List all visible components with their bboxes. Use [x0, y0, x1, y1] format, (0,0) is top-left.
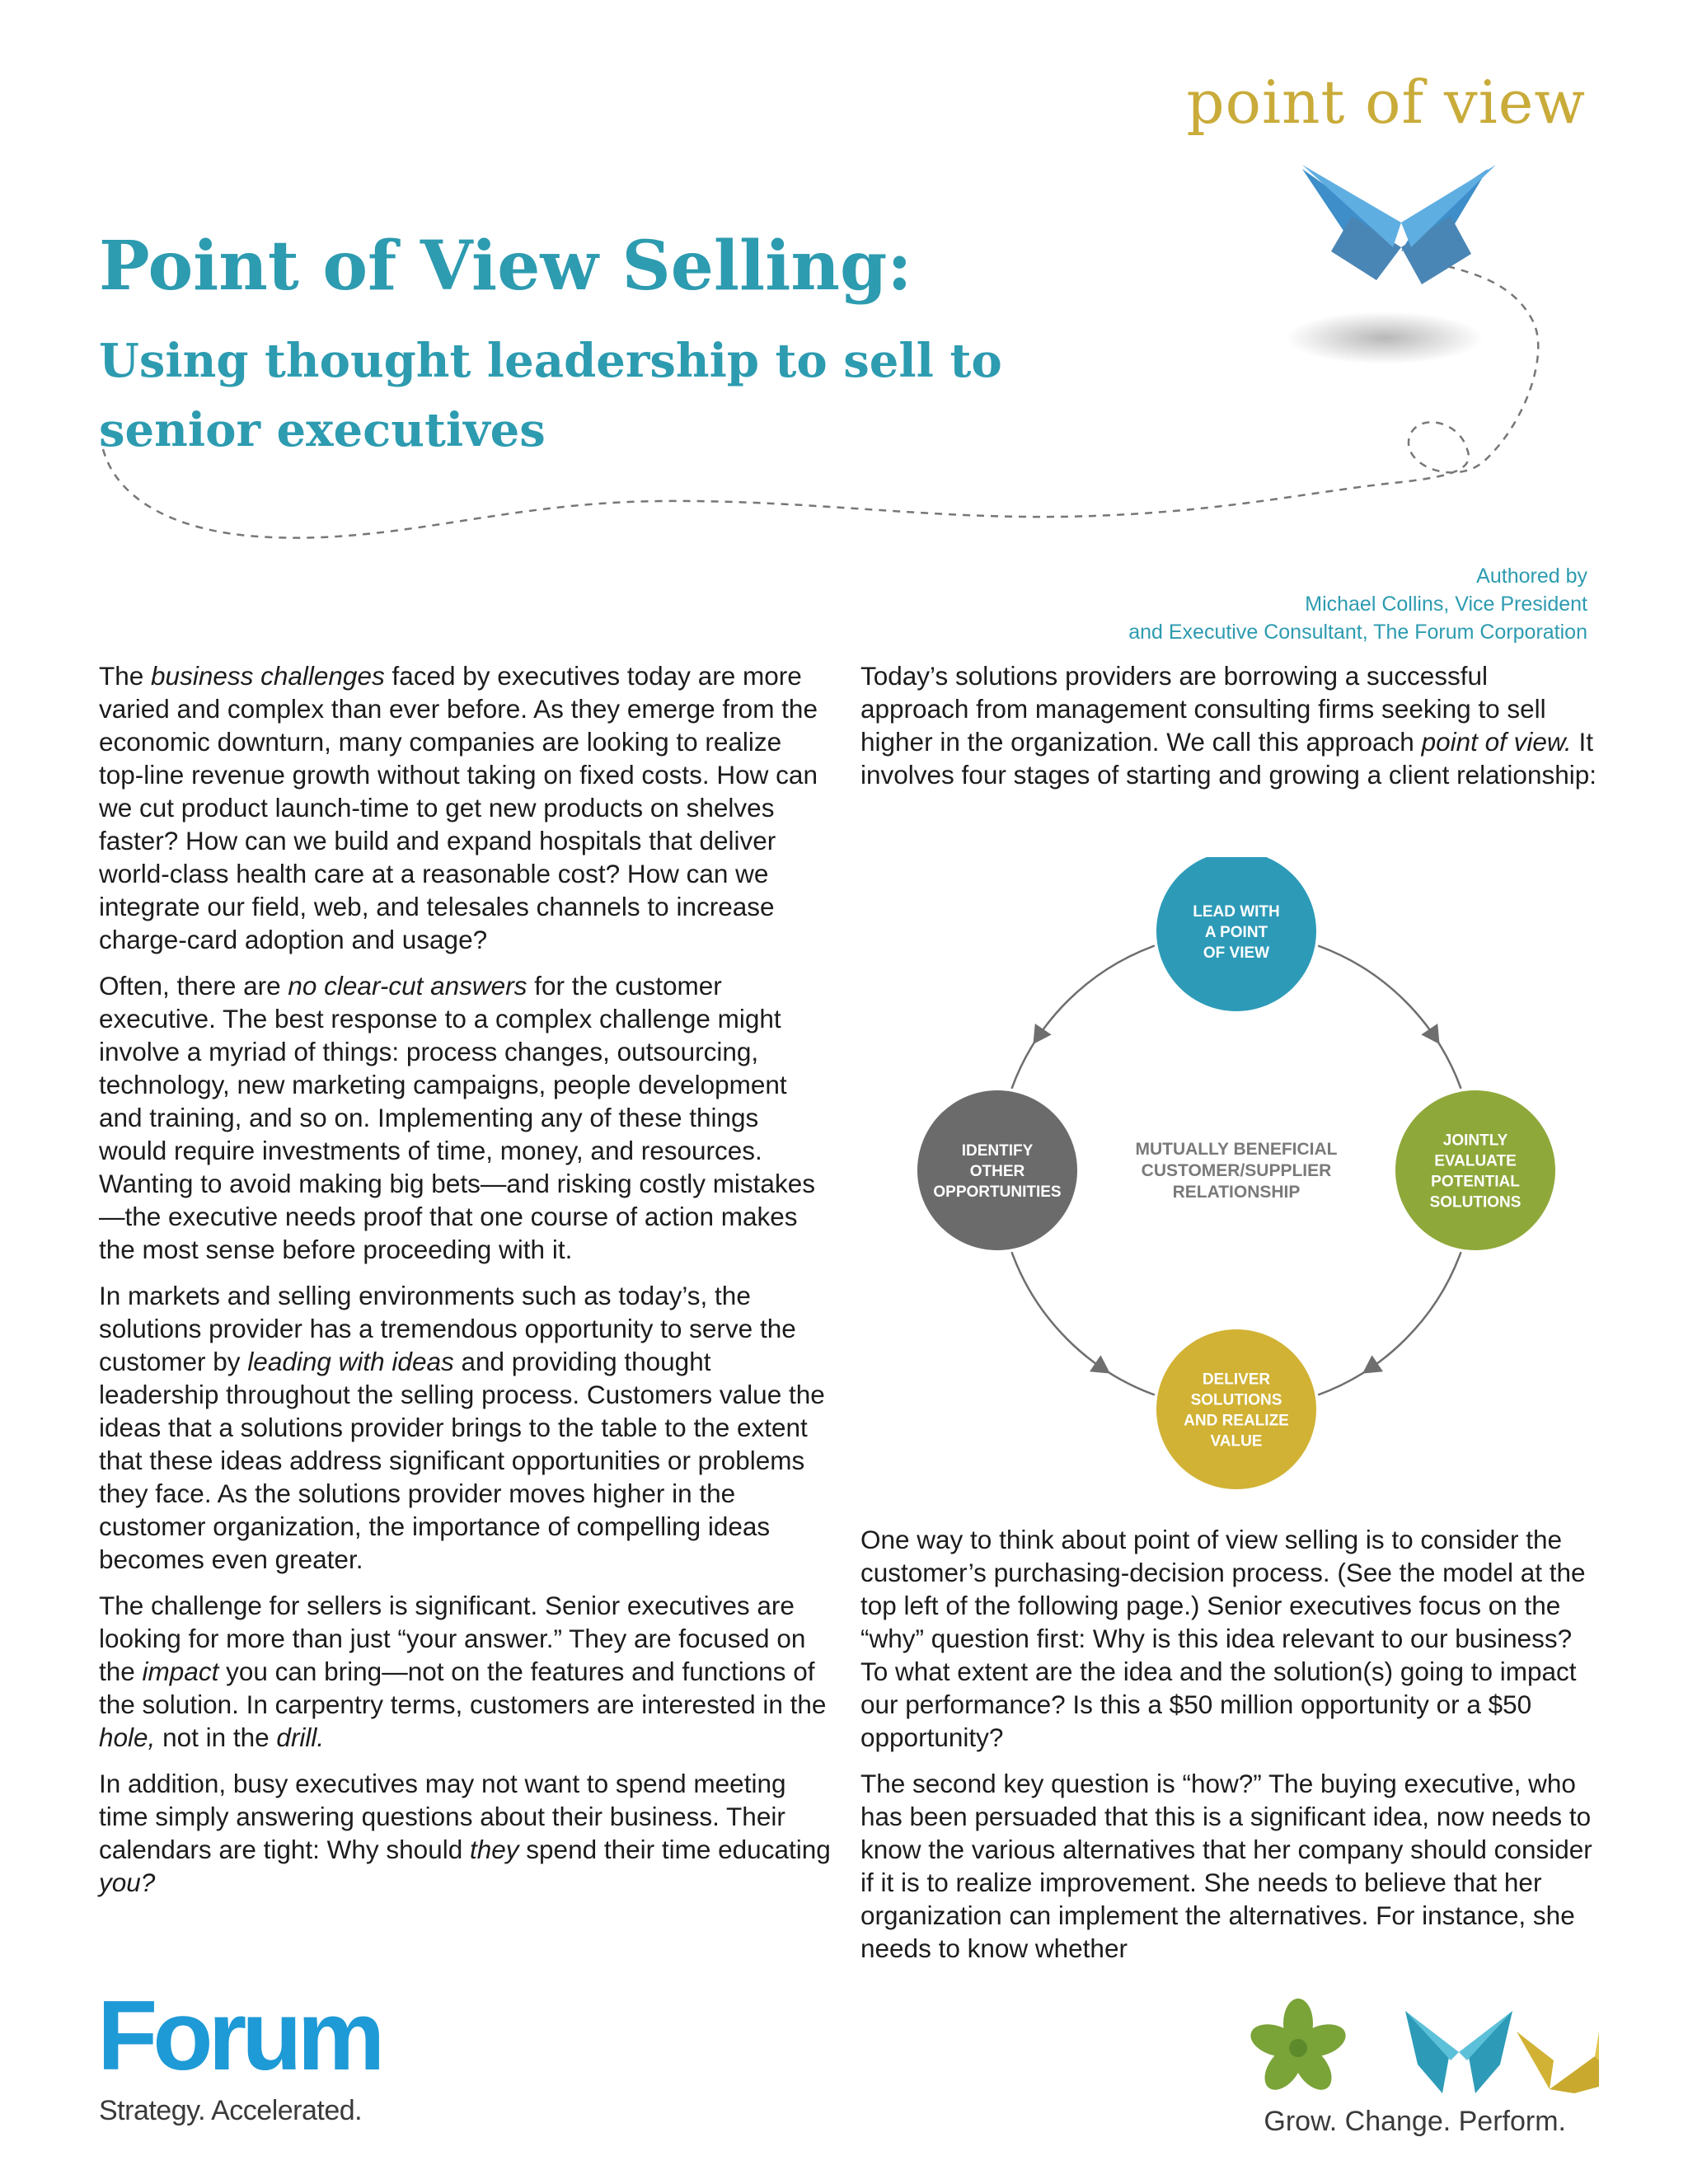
paragraph: The second key question is “how?” The buying executive, who has been persuaded that this is a significant idea, now needs to know the various alternatives that her company should consider if it is to realize improvement. She needs to believe that her organization can implement the alternatives. For instance, she needs to know whether [860, 1769, 1592, 1963]
node-label: OTHER [969, 1163, 1025, 1180]
section-kicker: point of view [1186, 68, 1586, 137]
cycle-diagram [907, 857, 1566, 1500]
paragraph: In addition, busy executives may not want to spend meeting time simply answering questions about their business. Their calendars are tight: Why should they spend their time educating you? [99, 1769, 831, 1897]
logo-tagline: Strategy. Accelerated. [99, 2095, 363, 2126]
arrowhead [1421, 1024, 1439, 1044]
center-label-line: CUSTOMER/SUPPLIER [1141, 1161, 1332, 1180]
butterfly-shadow [1286, 312, 1484, 364]
node-label: OPPORTUNITIES [933, 1183, 1062, 1201]
cycle-node-left [917, 1090, 1077, 1250]
paragraph: The business challenges faced by executives today are more varied and complex than ever before. As they emerge from the economic downturn, many companies are looking to realize top-line revenue growth without taking on fixed costs. How can we cut product launch-time to get new products on shelves faster? How can we build and expand hospitals that deliver world-class health care at a reasonable cost? How can we integrate our field, web, and telesales channels to increase charge-card adoption and usage? [99, 661, 818, 954]
arrowhead [1362, 1355, 1383, 1373]
node-label: AND REALIZE [1184, 1412, 1289, 1430]
center-label [1135, 1140, 1337, 1202]
paragraph: Today’s solutions providers are borrowing a successful approach from management consulting firms seeking to sell higher in the organization. We call this approach point of view. It involves four stages of starting and growing a client relationship: [860, 661, 1597, 790]
page-title: Point of View Selling: [99, 227, 912, 306]
cycle-node-top [1156, 857, 1316, 1011]
node-label: LEAD WITH [1193, 903, 1280, 921]
page-subtitle: Using thought leadership to sell to senior executives [99, 334, 1002, 457]
node-circle [1395, 1090, 1555, 1250]
butterfly-icon [1405, 2011, 1512, 2093]
paragraph: In markets and selling environments such as today’s, the solutions provider has a tremendous opportunity to serve the customer by leading with ideas and providing thought leadership throughout the selling process. Customers value the ideas that a solutions provider brings to the table to the extent that these ideas address significant opportunities or problems they face. As the solutions provider moves higher in the customer organization, the importance of compelling ideas becomes even greater. [99, 1281, 825, 1574]
byline-organization: and Executive Consultant, The Forum Corporation [1128, 621, 1587, 644]
paper-crane-icon [1517, 2007, 1599, 2093]
cycle-node-bottom [1156, 1329, 1316, 1489]
paragraph: One way to think about point of view selling is to consider the customer’s purchasing-decision process. (See the model at the top left of the following page.) Senior executives focus on the “why” question first: Why is this idea relevant to our business? To what extent are the idea and the solution(s) going to impact our performance? Is this a $50 million opportunity or a $50 opportunity? [860, 1525, 1586, 1752]
byline-label: Authored by [1476, 565, 1587, 588]
butterfly-icon [1302, 165, 1496, 284]
cycle-arc [1011, 1252, 1154, 1394]
node-label: POTENTIAL [1431, 1173, 1520, 1191]
node-circle [1156, 1329, 1316, 1489]
cycle-arc [1318, 945, 1461, 1088]
node-label: DELIVER [1202, 1371, 1271, 1389]
center-label-line: RELATIONSHIP [1172, 1183, 1301, 1202]
footer-icons [1236, 1994, 1599, 2102]
left-column [99, 659, 832, 1912]
cycle-arc [1011, 945, 1154, 1088]
byline-author: Michael Collins, Vice President [1305, 593, 1587, 616]
paragraph: The challenge for sellers is significant. Senior executives are looking for more than just “your answer.” They are focused on the impact you can bring—not on the features and functions of the solution. In carpentry terms, customers are interested in the hole, not in the drill. [99, 1591, 827, 1752]
forum-logo: Forum [97, 1980, 381, 2091]
flower-icon [1246, 1999, 1349, 2097]
cycle-node-right [1395, 1090, 1555, 1250]
footer-tagline: Grow. Change. Perform. [1264, 2106, 1566, 2137]
arrowhead [1033, 1024, 1051, 1044]
node-label: VALUE [1210, 1432, 1263, 1451]
center-label-line: MUTUALLY BENEFICIAL [1135, 1140, 1338, 1159]
paragraph: Often, there are no clear-cut answers for the customer executive. The best response to a complex challenge might involve a myriad of things: process changes, outsourcing, technology, new marketing campaigns, people development and training, and so on. Implementing any of these things would require investments of time, money, and resources. Wanting to avoid making big bets—and risking costly mistakes—the executive needs proof that one course of action makes the most sense before proceeding with it. [99, 971, 815, 1264]
node-label: A POINT [1204, 924, 1268, 941]
byline [1128, 562, 1587, 646]
node-label: IDENTIFY [961, 1142, 1034, 1160]
right-column-body [860, 1523, 1602, 1978]
node-label: SOLUTIONS [1429, 1193, 1522, 1212]
node-label: OF VIEW [1203, 944, 1270, 962]
node-label: JOINTLY [1442, 1132, 1508, 1150]
right-column-intro [860, 659, 1602, 804]
node-label: EVALUATE [1434, 1152, 1517, 1170]
node-label: SOLUTIONS [1190, 1391, 1282, 1409]
cycle-arc [1318, 1252, 1461, 1394]
arrowhead [1090, 1355, 1110, 1373]
